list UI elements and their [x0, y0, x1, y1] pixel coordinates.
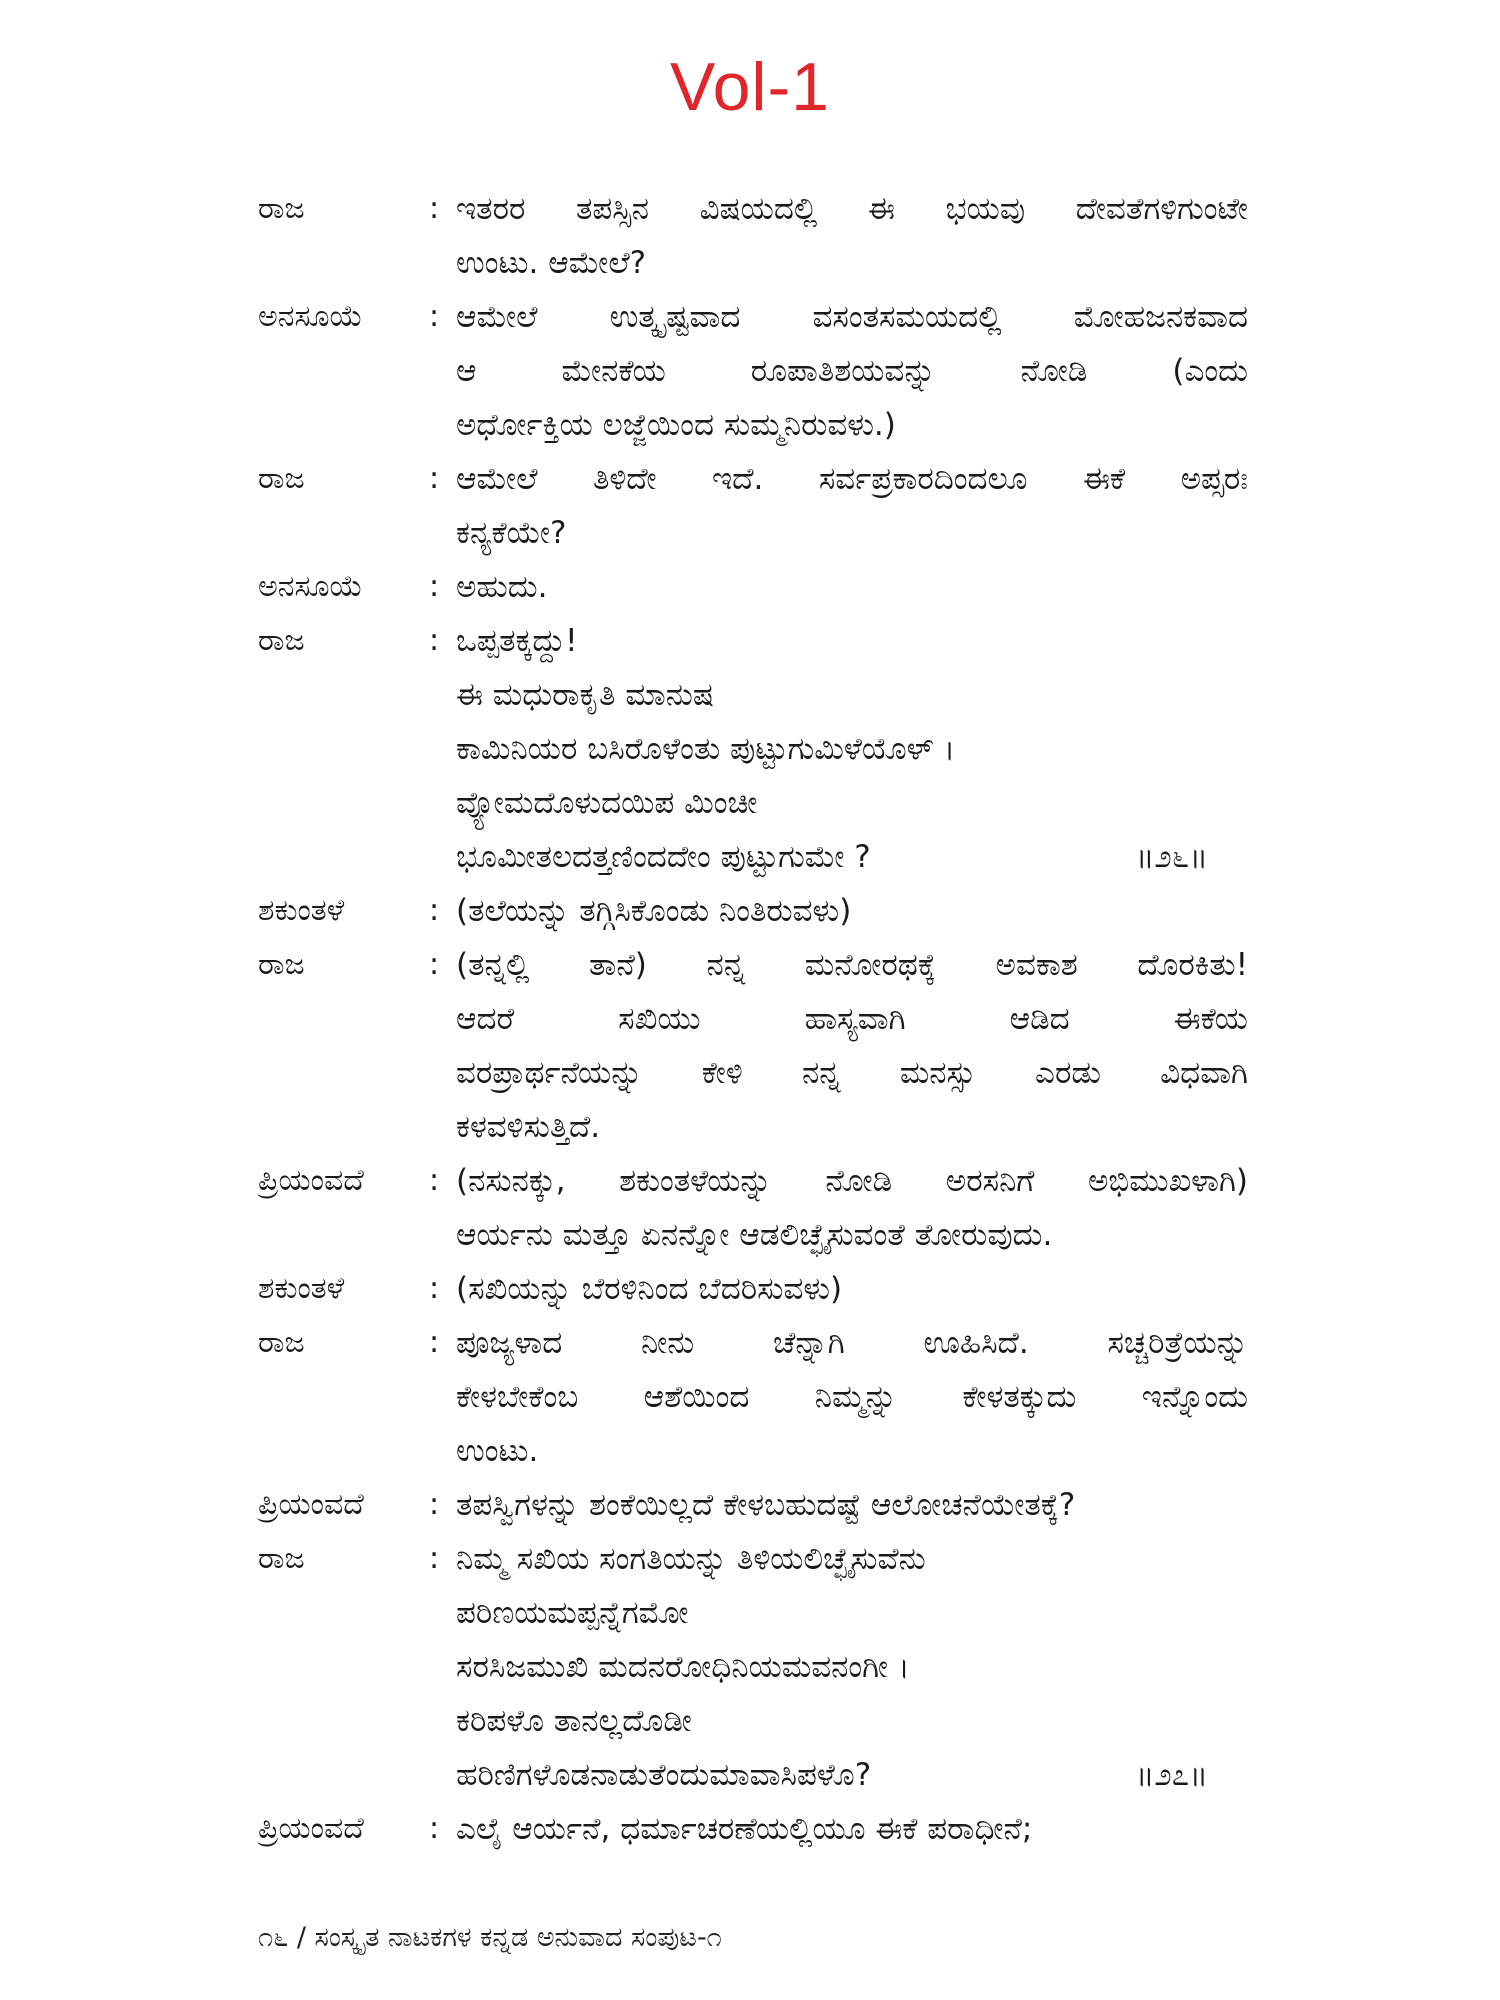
speaker-colon: : — [428, 623, 440, 658]
speech-text — [456, 1532, 1248, 1802]
speech-line — [456, 236, 1248, 290]
speaker-name: ಶಕುಂತಳೆ — [258, 1271, 345, 1306]
speaker-colon: : — [428, 947, 440, 982]
speech-line — [456, 344, 1248, 398]
speaker-colon: : — [428, 569, 440, 604]
speech-text — [456, 1262, 1248, 1316]
speech-line — [456, 182, 1248, 236]
speaker-colon: : — [428, 1541, 440, 1576]
verse-line — [456, 722, 1248, 776]
line-text: ಪರಿಣಯಮಪ್ಪನ್ನೆಗಮೋ — [456, 1595, 689, 1631]
speech-line — [456, 884, 1248, 938]
speech-line — [456, 1478, 1248, 1532]
dialogue-entry — [258, 560, 1248, 614]
speech-line — [456, 1424, 1248, 1478]
verse-line — [456, 830, 1248, 884]
verse-line — [456, 776, 1248, 830]
speaker-name: ರಾಜ — [258, 1541, 305, 1576]
speech-line — [456, 506, 1248, 560]
line-text: ಆದರೆ ಸಖಿಯು ಹಾಸ್ಯವಾಗಿ ಆಡಿದ ಈಕೆಯ — [456, 1001, 1248, 1037]
speech-text — [456, 938, 1248, 1154]
line-text: ಆಮೇಲೆ ಉತ್ಕೃಷ್ಟವಾದ ವಸಂತಸಮಯದಲ್ಲಿ ಮೋಹಜನಕವಾದ — [456, 299, 1248, 335]
dialogue-entry — [258, 1478, 1248, 1532]
line-text: ತಪಸ್ವಿಗಳನ್ನು ಶಂಕೆಯಿಲ್ಲದೆ ಕೇಳಬಹುದಷ್ಟೆ ಆಲೋಚನೆಯೇತಕ್ಕೆ? — [456, 1487, 1076, 1523]
dialogue-entry — [258, 1262, 1248, 1316]
line-text: ಈ ಮಧುರಾಕೃತಿ ಮಾನುಷ — [456, 677, 714, 713]
dialogue-entry — [258, 614, 1248, 884]
line-text: ಹರಿಣಿಗಳೊಡನಾಡುತೆಂದುಮಾವಾಸಿಪಳೊ? — [456, 1757, 872, 1793]
speaker-name: ಅನಸೂಯೆ — [258, 569, 363, 604]
line-text: ಭೂಮೀತಲದತ್ತಣಿಂದದೇಂ ಪುಟ್ಟುಗುಮೇ ? — [456, 839, 871, 875]
speaker-name: ರಾಜ — [258, 1325, 305, 1360]
dialogue-entry — [258, 452, 1248, 560]
line-text: ಪೂಜ್ಯಳಾದ ನೀನು ಚೆನ್ನಾಗಿ ಊಹಿಸಿದೆ. ಸಚ್ಚರಿತ್ರೆಯನ್ನು — [456, 1325, 1248, 1361]
verse-line — [456, 1586, 1248, 1640]
speaker-colon: : — [428, 1811, 440, 1846]
speaker-name: ಪ್ರಿಯಂವದೆ — [258, 1163, 364, 1198]
line-text: ಎಲೈ ಆರ್ಯನೆ, ಧರ್ಮಾಚರಣೆಯಲ್ಲಿಯೂ ಈಕೆ ಪರಾಧೀನೆ; — [456, 1811, 1033, 1847]
verse-number: ॥೨೭॥ — [1135, 1757, 1208, 1793]
speaker-name: ಪ್ರಿಯಂವದೆ — [258, 1811, 364, 1846]
speaker-colon: : — [428, 1163, 440, 1198]
speech-text — [456, 452, 1248, 560]
line-text: ಆರ್ಯನು ಮತ್ತೂ ಏನನ್ನೋ ಆಡಲಿಚ್ಛೈಸುವಂತೆ ತೋರುವುದು. — [456, 1217, 1053, 1253]
line-text: ಅಹುದು. — [456, 569, 548, 605]
dialogue-entry — [258, 884, 1248, 938]
speech-line — [456, 398, 1248, 452]
line-text: ವ್ಯೋಮದೊಳುದಯಿಪ ಮಿಂಚೀ — [456, 785, 758, 821]
line-text: ಇತರರ ತಪಸ್ಸಿನ ವಿಷಯದಲ್ಲಿ ಈ ಭಯವು ದೇವತೆಗಳಿಗುಂಟೇ — [456, 191, 1248, 227]
line-text: ಅರ್ಧೋಕ್ತಿಯ ಲಜ್ಜೆಯಿಂದ ಸುಮ್ಮನಿರುವಳು.) — [456, 407, 896, 443]
speaker-name: ಶಕುಂತಳೆ — [258, 893, 345, 928]
line-text: ಸರಸಿಜಮುಖಿ ಮದನರೋಧಿನಿಯಮವನಂಗೀ । — [456, 1649, 910, 1685]
speech-line — [456, 1802, 1248, 1856]
speaker-colon: : — [428, 1325, 440, 1360]
page-footer: ೧೬ / ಸಂಸ್ಕೃತ ನಾಟಕಗಳ ಕನ್ನಡ ಅನುವಾದ ಸಂಪುಟ-೧ — [258, 1922, 722, 1953]
speech-text — [456, 614, 1248, 884]
speaker-colon: : — [428, 893, 440, 928]
speech-line — [456, 1262, 1248, 1316]
speech-line — [456, 938, 1248, 992]
speech-text — [456, 290, 1248, 452]
speech-line — [456, 1208, 1248, 1262]
dialogue-entry — [258, 1532, 1248, 1802]
verse-line — [456, 1748, 1248, 1802]
dialogue-entry — [258, 1316, 1248, 1478]
speech-text — [456, 182, 1248, 290]
dialogue-entry — [258, 1154, 1248, 1262]
speaker-name: ಪ್ರಿಯಂವದೆ — [258, 1487, 364, 1522]
speech-line — [456, 1100, 1248, 1154]
dialogue-entry — [258, 1802, 1248, 1856]
speech-line — [456, 290, 1248, 344]
line-text: ಆಮೇಲೆ ತಿಳಿದೇ ಇದೆ. ಸರ್ವಪ್ರಕಾರದಿಂದಲೂ ಈಕೆ ಅಪ್ಸರಃ — [456, 461, 1248, 497]
speech-text — [456, 1316, 1248, 1478]
line-text: ಆ ಮೇನಕೆಯ ರೂಪಾತಿಶಯವನ್ನು ನೋಡಿ (ಎಂದು — [456, 353, 1248, 389]
line-text: ಕಾಮಿನಿಯರ ಬಸಿರೊಳೆಂತು ಪುಟ್ಟುಗುಮಿಳೆಯೊಳ್ । — [456, 731, 956, 767]
speech-line — [456, 452, 1248, 506]
speaker-colon: : — [428, 461, 440, 496]
speaker-colon: : — [428, 1487, 440, 1522]
speech-text — [456, 1802, 1248, 1856]
speech-text — [456, 560, 1248, 614]
line-text: (ನಸುನಕ್ಕು, ಶಕುಂತಳೆಯನ್ನು ನೋಡಿ ಅರಸನಿಗೆ ಅಭಿಮುಖಳಾಗಿ) — [456, 1163, 1248, 1199]
verse-line — [456, 1640, 1248, 1694]
speech-line — [456, 1370, 1248, 1424]
speech-line — [456, 614, 1248, 668]
dialogue-entry — [258, 938, 1248, 1154]
speech-text — [456, 1154, 1248, 1262]
line-text: ಒಪ್ಪತಕ್ಕದ್ದು! — [456, 623, 578, 659]
speech-text — [456, 1478, 1248, 1532]
line-text: ಕಳವಳಿಸುತ್ತಿದೆ. — [456, 1109, 601, 1145]
line-text: (ತನ್ನಲ್ಲಿ ತಾನೆ) ನನ್ನ ಮನೋರಥಕ್ಕೆ ಅವಕಾಶ ದೊರಕಿತು! — [456, 947, 1248, 983]
speech-text — [456, 884, 1248, 938]
speech-line — [456, 992, 1248, 1046]
speaker-name: ಅನಸೂಯೆ — [258, 299, 363, 334]
line-text: ಕರಿಪಳೊ ತಾನಲ್ಲದೊಡೀ — [456, 1703, 692, 1739]
speech-line — [456, 1532, 1248, 1586]
speaker-colon: : — [428, 299, 440, 334]
speaker-name: ರಾಜ — [258, 623, 305, 658]
line-text: (ತಲೆಯನ್ನು ತಗ್ಗಿಸಿಕೊಂಡು ನಿಂತಿರುವಳು) — [456, 893, 852, 929]
speech-line — [456, 1316, 1248, 1370]
line-text: ಕೇಳಬೇಕೆಂಬ ಆಶೆಯಿಂದ ನಿಮ್ಮನ್ನು ಕೇಳತಕ್ಕುದು ಇನ್ನೊಂದು — [456, 1379, 1248, 1415]
speech-line — [456, 560, 1248, 614]
line-text: ನಿಮ್ಮ ಸಖಿಯ ಸಂಗತಿಯನ್ನು ತಿಳಿಯಲಿಚ್ಛೈಸುವೆನು — [456, 1541, 926, 1577]
speaker-colon: : — [428, 1271, 440, 1306]
line-text: ಉಂಟು. — [456, 1433, 539, 1469]
speaker-name: ರಾಜ — [258, 461, 305, 496]
dialogue-entry — [258, 290, 1248, 452]
speaker-colon: : — [428, 191, 440, 226]
verse-line — [456, 668, 1248, 722]
verse-number: ॥೨೬॥ — [1135, 839, 1208, 875]
speaker-name: ರಾಜ — [258, 947, 305, 982]
dialogue-body — [258, 182, 1248, 1856]
speaker-name: ರಾಜ — [258, 191, 305, 226]
verse-line — [456, 1694, 1248, 1748]
line-text: ಕನ್ಯಕೆಯೇ? — [456, 515, 567, 551]
speech-line — [456, 1154, 1248, 1208]
volume-heading: Vol-1 — [670, 49, 830, 125]
line-text: ವರಪ್ರಾರ್ಥನೆಯನ್ನು ಕೇಳಿ ನನ್ನ ಮನಸ್ಸು ಎರಡು ವಿಧವಾಗಿ — [456, 1055, 1248, 1091]
line-text: (ಸಖಿಯನ್ನು ಬೆರಳಿನಿಂದ ಬೆದರಿಸುವಳು) — [456, 1271, 843, 1307]
dialogue-entry — [258, 182, 1248, 290]
line-text: ಉಂಟು. ಆಮೇಲೆ? — [456, 245, 647, 281]
speech-line — [456, 1046, 1248, 1100]
